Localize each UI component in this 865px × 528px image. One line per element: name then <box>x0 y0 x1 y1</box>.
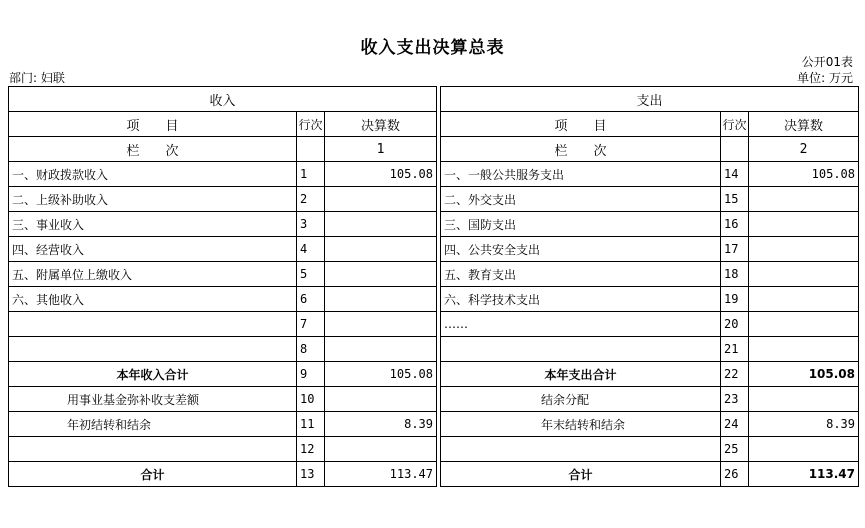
expense-item: 三、国防支出 <box>441 212 721 237</box>
income-item: 五、附属单位上缴收入 <box>9 262 297 287</box>
table-row <box>9 212 859 237</box>
surplus-allocation-label: 结余分配 <box>441 387 721 412</box>
table-row <box>9 162 859 187</box>
begin-carryover-label: 年初结转和结余 <box>9 412 297 437</box>
row-number: 8 <box>297 337 325 362</box>
table-row-carryover <box>9 412 859 437</box>
unit-label: 单位: 万元 <box>797 71 853 85</box>
income-amount-header: 决算数 <box>325 112 437 137</box>
income-item: 二、上级补助收入 <box>9 187 297 212</box>
expense-col-index: 2 <box>749 137 859 162</box>
table-row <box>9 312 859 337</box>
row-number: 11 <box>297 412 325 437</box>
income-item-header: 项 目 <box>9 112 297 137</box>
expense-section-header: 支出 <box>441 87 859 112</box>
expense-value <box>749 337 859 362</box>
section-header-row <box>9 87 859 112</box>
end-carryover-label: 年末结转和结余 <box>441 412 721 437</box>
row-number: 5 <box>297 262 325 287</box>
expense-item: …… <box>441 312 721 337</box>
begin-carryover-value: 8.39 <box>325 412 437 437</box>
row-number: 3 <box>297 212 325 237</box>
expense-value <box>749 212 859 237</box>
row-number: 7 <box>297 312 325 337</box>
table-row <box>9 187 859 212</box>
income-grand-total-value: 113.47 <box>325 462 437 487</box>
row-number: 18 <box>721 262 749 287</box>
row-number: 20 <box>721 312 749 337</box>
row-number: 15 <box>721 187 749 212</box>
expense-item <box>441 337 721 362</box>
table-row-fund <box>9 387 859 412</box>
row-number: 16 <box>721 212 749 237</box>
expense-value <box>749 262 859 287</box>
row-number: 23 <box>721 387 749 412</box>
income-col-index: 1 <box>325 137 437 162</box>
row-number: 22 <box>721 362 749 387</box>
fund-offset-label: 用事业基金弥补收支差额 <box>9 387 297 412</box>
expense-value <box>749 287 859 312</box>
income-value <box>325 262 437 287</box>
year-income-total-value: 105.08 <box>325 362 437 387</box>
table-row-year-total <box>9 362 859 387</box>
column-header-row <box>9 112 859 137</box>
expense-item-header: 项 目 <box>441 112 721 137</box>
row-number: 14 <box>721 162 749 187</box>
year-income-total-label: 本年收入合计 <box>9 362 297 387</box>
end-carryover-value: 8.39 <box>749 412 859 437</box>
row-number: 13 <box>297 462 325 487</box>
surplus-allocation-value <box>749 387 859 412</box>
income-item: 三、事业收入 <box>9 212 297 237</box>
expense-lanci: 栏 次 <box>441 137 721 162</box>
department-label: 部门: 妇联 <box>9 71 65 85</box>
income-value <box>325 287 437 312</box>
report-title: 收入支出决算总表 <box>360 38 505 58</box>
expense-value <box>749 312 859 337</box>
expense-grand-total-label: 合计 <box>441 462 721 487</box>
income-value: 105.08 <box>325 162 437 187</box>
row-number: 12 <box>297 437 325 462</box>
income-rowno-header: 行次 <box>297 112 325 137</box>
expense-grand-total-value: 113.47 <box>749 462 859 487</box>
row-number: 1 <box>297 162 325 187</box>
expense-item: 一、一般公共服务支出 <box>441 162 721 187</box>
row-number: 10 <box>297 387 325 412</box>
form-number: 公开01表 <box>801 55 853 69</box>
row-number: 17 <box>721 237 749 262</box>
table-row <box>9 287 859 312</box>
row-number: 24 <box>721 412 749 437</box>
row-number: 4 <box>297 237 325 262</box>
expense-item: 四、公共安全支出 <box>441 237 721 262</box>
table-row-grand-total <box>9 462 859 487</box>
row-number: 25 <box>721 437 749 462</box>
income-item: 四、经营收入 <box>9 237 297 262</box>
income-item <box>9 337 297 362</box>
expense-amount-header: 决算数 <box>749 112 859 137</box>
income-value <box>325 237 437 262</box>
year-expense-total-label: 本年支出合计 <box>441 362 721 387</box>
row-number: 9 <box>297 362 325 387</box>
income-value <box>325 337 437 362</box>
fund-offset-value <box>325 387 437 412</box>
year-expense-total-value: 105.08 <box>749 362 859 387</box>
income-item: 六、其他收入 <box>9 287 297 312</box>
income-item <box>9 312 297 337</box>
row-number: 21 <box>721 337 749 362</box>
expense-rowno-header: 行次 <box>721 112 749 137</box>
table-row <box>9 262 859 287</box>
expense-item: 二、外交支出 <box>441 187 721 212</box>
income-value <box>325 212 437 237</box>
income-value <box>325 312 437 337</box>
row-number: 26 <box>721 462 749 487</box>
income-expense-table <box>8 86 859 487</box>
row-number: 2 <box>297 187 325 212</box>
income-value <box>325 187 437 212</box>
income-grand-total-label: 合计 <box>9 462 297 487</box>
income-section-header: 收入 <box>9 87 437 112</box>
table-row <box>9 337 859 362</box>
row-number: 6 <box>297 287 325 312</box>
expense-value <box>749 237 859 262</box>
row-number: 19 <box>721 287 749 312</box>
income-item: 一、财政拨款收入 <box>9 162 297 187</box>
expense-value: 105.08 <box>749 162 859 187</box>
expense-item: 五、教育支出 <box>441 262 721 287</box>
expense-value <box>749 187 859 212</box>
expense-item: 六、科学技术支出 <box>441 287 721 312</box>
table-row-blank <box>9 437 859 462</box>
column-index-row <box>9 137 859 162</box>
table-row <box>9 237 859 262</box>
income-lanci: 栏 次 <box>9 137 297 162</box>
